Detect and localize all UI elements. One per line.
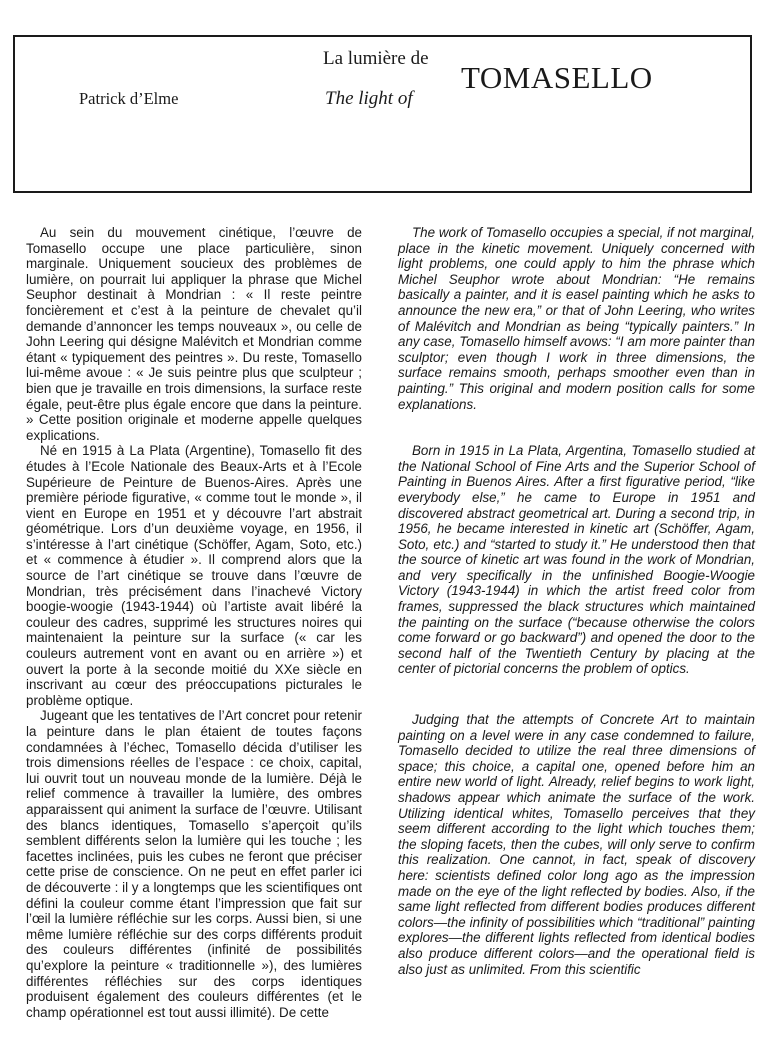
article-title: TOMASELLO [461, 60, 653, 95]
french-text-column [26, 225, 362, 1020]
french-paragraph: Jugeant que les tentatives de l’Art concret pour retenir la peinture dans le plan étaient de toutes façons condamnées à l’échec, Tomasello décida d’utiliser les trois dimensions réelles de l’espace : ce choix, capital, lui ouvrit tout un nouveau monde de la lumière. Déjà le relief commence à travailler la lumière, des ombres apparaissent qui animent la surface de l’œuvre. Utilisant des blancs identiques, Tomasello s’aperçoit qu’ils semblent différents selon la lumière qui les touche ; les facettes inclinées, puis les cubes ne feront que préciser cette prise de conscience. On ne peut en effet parler ici de découverte : il y a longtemps que les scientifiques ont défini la couleur comme étant l’impression que fait sur l’œil la lumière réfléchie sur les corps. Aussi bien, si une même lumière réfléchie sur des corps différents produit des couleurs différentes (infinité de possibilités qu’explore la peinture « traditionnelle »), des lumières différentes réfléchies sur des corps identiques produisent également des couleurs différentes (et le champ opérationnel est tout aussi illimité). De cette [26, 708, 362, 1020]
author-name: Patrick d’Elme [79, 89, 179, 108]
english-text-column [398, 225, 755, 977]
english-paragraph: The work of Tomasello occupies a special, if not marginal, place in the kinetic movement. Uniquely concerned with light problems, one could apply to him the phrase which Michel Seuphor wrote about Mondrian: “He remains basically a painter, and it is easel painting which he asks to announce the new era,” or that of John Leering, who writes of Malévitch and Mondrian as being “typically painters.” In any case, Tomasello himself avows: “I am more painter than sculptor; even though I work in three dimensions, the surface remains smooth, perhaps smoother even than in painting.” This original and modern position calls for some explanations. [398, 225, 755, 412]
french-paragraph: Au sein du mouvement cinétique, l’œuvre de Tomasello occupe une place particulière, sinon marginale. Uniquement soucieux des problèmes de lumière, on pourrait lui appliquer la phrase que Michel Seuphor destinait à Mondrian : « Il reste peintre foncièrement et c’est à la peinture de chevalet qu’il demande d’annoncer les temps nouveaux », ou celle de John Leering qui désigne Malévitch et Mondrian comme étant « typiquement des peintres ». Du reste, Tomasello lui-même avoue : « Je suis peintre plus que sculpteur ; bien que je travaille en trois dimensions, la surface reste égale, peut-être plus égale encore que dans la peinture. » Cette position originale et moderne appelle quelques explications. [26, 225, 362, 443]
title-prefix-french: La lumière de [323, 48, 429, 69]
french-paragraph: Né en 1915 à La Plata (Argentine), Tomasello fit des études à l’Ecole Nationale des Beaux-Arts et à l’Ecole Supérieure de Peinture de Buenos-Aires. Après une première période figurative, « comme tout le monde », il vient en Europe en 1951 et y découvre l’art abstrait géométrique. Lors d’un deuxième voyage, en 1956, il s’intéresse à l’art cinétique (Schöffer, Agam, Soto, etc.) et « commence à étudier ». Il comprend alors que la source de l’art cinétique se trouve dans l’œuvre de Mondrian, très précisément dans l’inachevé Victory boogie-woogie (1943-1944) où l’artiste avait libéré la couleur des cadres, supprimé les structures noires qui maintenaient la peinture sur la surface (« car les couleurs autrement vont en avant ou en arrière ») et ouvert la porte à la seconde moitié du XXe siècle en inscrivant au cœur des préoccupations picturales le problème optique. [26, 443, 362, 708]
title-prefix-english: The light of [325, 88, 413, 109]
english-paragraph: Judging that the attempts of Concrete Art to maintain painting on a level were in any case condemned to failure, Tomasello decided to utilize the real three dimensions of space; this choice, a capital one, opened before him an entire new world of light. Already, relief begins to work light, shadows appear which animate the surface of the work. Utilizing identical whites, Tomasello perceives that they seem different according to the light which touches them; the sloping facets, then the cubes, will only serve to confirm this realization. One cannot, in fact, speak of discovery here: scientists defined color long ago as the impression made on the eye of the light reflected by bodies. Also, if the same light reflected from different bodies produces different colors—the infinity of possibilities which “traditional” painting explores—the different lights reflected from identical bodies also produce different colors—and the operational field is also just as unlimited. From this scientific [398, 712, 755, 977]
english-paragraph: Born in 1915 in La Plata, Argentina, Tomasello studied at the National School of Fine Arts and the Superior School of Painting in Buenos Aires. After a first figurative period, “like everybody else,” he came to Europe in 1951 and discovered abstract geometrical art. During a second trip, in 1956, he became interested in kinetic art (Schöffer, Agam, Soto, etc.) and “started to study it.” He understood then that the source of kinetic art was found in the work of Mondrian, and very specifically in the unfinished Boogie-Woogie Victory (1943-1944) in which the artist freed color from frames, suppressed the black structures which maintained the painting on the surface (“because otherwise the colors come forward or go backward”) and opened the door to the second half of the Twentieth Century by placing at the center of pictorial concerns the problem of optics. [398, 443, 755, 677]
